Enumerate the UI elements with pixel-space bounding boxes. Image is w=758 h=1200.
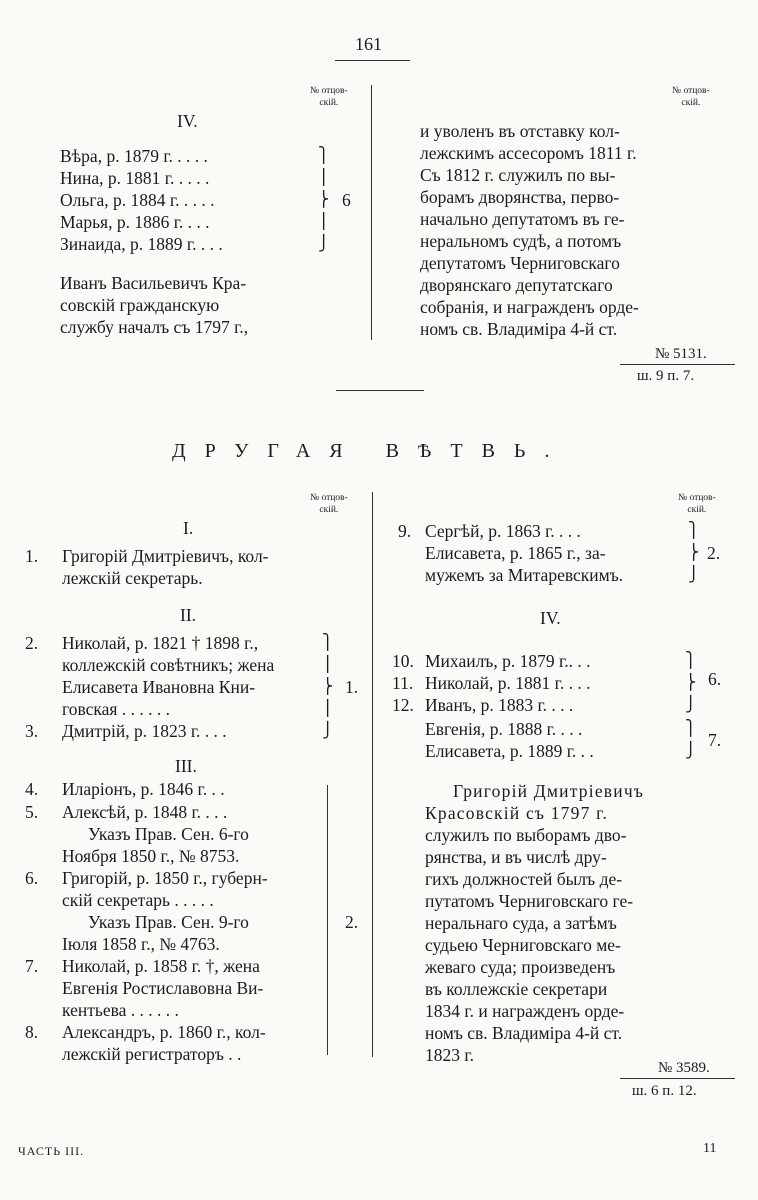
entry-line: Николай, р. 1821 † 1898 г., xyxy=(62,633,259,653)
entry-line: Іюля 1858 г., № 4763. xyxy=(62,934,220,954)
entry-line: Михаилъ, р. 1879 г.. . . xyxy=(425,651,591,671)
child-line: Зинаида, р. 1889 г. . . . xyxy=(60,234,223,254)
entry-line: кентьева . . . . . . xyxy=(62,1000,179,1020)
para-line: путатомъ Черниговскаго ге- xyxy=(425,891,634,911)
entry-number: 10. xyxy=(392,651,414,671)
group-number: 6 xyxy=(342,190,351,210)
para-line: депутатомъ Черниговскаго xyxy=(420,253,620,273)
col-header-right: № отцов- скій. xyxy=(672,86,710,108)
para-line: начально депутатомъ въ ге- xyxy=(420,209,625,229)
para-line: служилъ по выборамъ дво- xyxy=(425,825,627,845)
reference-number: № 5131. xyxy=(655,346,707,362)
entry-line: лежскій секретарь. xyxy=(62,568,203,588)
page-number: 161 xyxy=(355,34,382,54)
group-brace: ⎫ ⎬ ⎭ xyxy=(685,653,697,713)
para-line: неральнаго суда, а затѣмъ xyxy=(425,913,617,933)
entry-line: скій секретарь . . . . . xyxy=(62,890,214,910)
para-line: судьею Черниговскаго ме- xyxy=(425,935,621,955)
para-line: номъ св. Владиміра 4-й ст. xyxy=(420,319,618,339)
entry-number: 12. xyxy=(392,695,414,715)
reference-number: № 3589. xyxy=(658,1060,710,1076)
entry-line: Николай, р. 1881 г. . . . xyxy=(425,673,591,693)
para-line: жеваго суда; произведенъ xyxy=(425,957,616,977)
para-line: дворянскаго депутатскаго xyxy=(420,275,613,295)
footer-signature: 11 xyxy=(703,1141,717,1156)
col-header-right: № отцов- скій. xyxy=(678,493,716,515)
para-line: лежскимъ ассесоромъ 1811 г. xyxy=(420,143,637,163)
heading-ii: II. xyxy=(180,605,197,625)
entry-number: 9. xyxy=(398,521,412,541)
entry-line: Указъ Прав. Сен. 9-го xyxy=(88,912,249,932)
para-line: 1823 г. xyxy=(425,1045,474,1065)
group-number: 2. xyxy=(707,543,721,563)
entry-line: Елисавета, р. 1889 г. . . xyxy=(425,741,594,761)
entry-line: говская . . . . . . xyxy=(62,699,170,719)
child-line: Ольга, р. 1884 г. . . . . xyxy=(60,190,215,210)
entry-line: Сергѣй, р. 1863 г. . . . xyxy=(425,521,581,541)
group-brace: ⎫ ⎬ ⎭ xyxy=(688,523,700,583)
reference-rule xyxy=(620,1078,735,1079)
child-line: Нина, р. 1881 г. . . . . xyxy=(60,168,210,188)
entry-line: Ноября 1850 г., № 8753. xyxy=(62,846,240,866)
column-divider-top xyxy=(371,85,372,340)
entry-number: 8. xyxy=(25,1022,39,1042)
entry-line: Елисавета Ивановна Кни- xyxy=(62,677,256,697)
entry-number: 5. xyxy=(25,802,39,822)
heading-iv-bottom: IV. xyxy=(540,608,561,628)
para-line: 1834 г. и награжденъ орде- xyxy=(425,1001,625,1021)
para-line: совскій гражданскую xyxy=(60,295,220,315)
para-line: номъ св. Владиміра 4-й ст. xyxy=(425,1023,623,1043)
para-line: собранія, и награжденъ орде- xyxy=(420,297,639,317)
group-brace: ⎫ ⎪ ⎬ ⎪ ⎭ xyxy=(318,148,330,252)
para-line: Съ 1812 г. служилъ по вы- xyxy=(420,165,616,185)
reference-location: ш. 6 п. 12. xyxy=(632,1083,697,1099)
entry-line: Елисавета, р. 1865 г., за- xyxy=(425,543,606,563)
heading-iii: III. xyxy=(175,756,197,776)
para-line: и уволенъ въ отставку кол- xyxy=(420,121,620,141)
entry-line: лежскій регистраторъ . . xyxy=(62,1044,242,1064)
para-line: неральномъ судѣ, а потомъ xyxy=(420,231,622,251)
child-line: Марья, р. 1886 г. . . . xyxy=(60,212,210,232)
para-line: Красовскій съ 1797 г. xyxy=(425,803,609,823)
entry-line: Евгенія, р. 1888 г. . . . xyxy=(425,719,583,739)
footer-part: ЧАСТЬ III. xyxy=(18,1144,85,1158)
entry-number: 4. xyxy=(25,779,39,799)
group-number: 7. xyxy=(708,730,722,750)
para-line: въ коллежскіе секретари xyxy=(425,979,608,999)
group-number: 2. xyxy=(345,912,359,932)
group-brace: ⎫ ⎪ ⎬ ⎪ ⎭ xyxy=(322,635,334,739)
col-header-left: № отцов- скій. xyxy=(310,86,348,108)
group-number: 6. xyxy=(708,669,722,689)
heading-i: I. xyxy=(183,518,194,538)
entry-number: 3. xyxy=(25,721,39,741)
para-line: рянства, и въ числѣ дру- xyxy=(425,847,607,867)
para-line: гихъ должностей былъ де- xyxy=(425,869,623,889)
entry-line: Николай, р. 1858 г. †, жена xyxy=(62,956,260,976)
reference-location: ш. 9 п. 7. xyxy=(637,368,695,384)
entry-line: Дмитрій, р. 1823 г. . . . xyxy=(62,721,227,741)
entry-line: Указъ Прав. Сен. 6-го xyxy=(88,824,249,844)
group-brace: ⎫ ⎭ xyxy=(685,721,697,759)
entry-line: Иванъ, р. 1883 г. . . . xyxy=(425,695,574,715)
entry-number: 11. xyxy=(392,673,414,693)
entry-line: Иларіонъ, р. 1846 г. . . xyxy=(62,779,225,799)
group-number: 1. xyxy=(345,677,359,697)
entry-line: Александръ, р. 1860 г., кол- xyxy=(62,1022,266,1042)
section-separator xyxy=(336,390,424,391)
entry-number: 2. xyxy=(25,633,39,653)
entry-number: 7. xyxy=(25,956,39,976)
column-divider-bottom xyxy=(372,492,373,1057)
entry-line: Григорій, р. 1850 г., губерн- xyxy=(62,868,268,888)
entry-number: 1. xyxy=(25,546,39,566)
para-line: службу началъ съ 1797 г., xyxy=(60,317,249,337)
entry-line: Алексѣй, р. 1848 г. . . . xyxy=(62,802,228,822)
entry-line: мужемъ за Митаревскимъ. xyxy=(425,565,624,585)
para-line: Иванъ Васильевичъ Кра- xyxy=(60,273,247,293)
para-line: Григорій Дмитріевичъ xyxy=(453,781,645,801)
para-line: борамъ дворянства, перво- xyxy=(420,187,620,207)
page-number-rule xyxy=(335,60,410,61)
entry-line: Евгенія Ростиславовна Ви- xyxy=(62,978,264,998)
child-line: Вѣра, р. 1879 г. . . . . xyxy=(60,146,208,166)
heading-iv-top: IV. xyxy=(177,111,198,131)
entry-number: 6. xyxy=(25,868,39,888)
group-brace-line xyxy=(327,785,328,1055)
entry-line: Григорій Дмитріевичъ, кол- xyxy=(62,546,269,566)
section-title: ДРУГАЯ ВѢТВЬ. xyxy=(172,440,569,462)
entry-line: коллежскій совѣтникъ; жена xyxy=(62,655,275,675)
col-header-left: № отцов- скій. xyxy=(310,493,348,515)
